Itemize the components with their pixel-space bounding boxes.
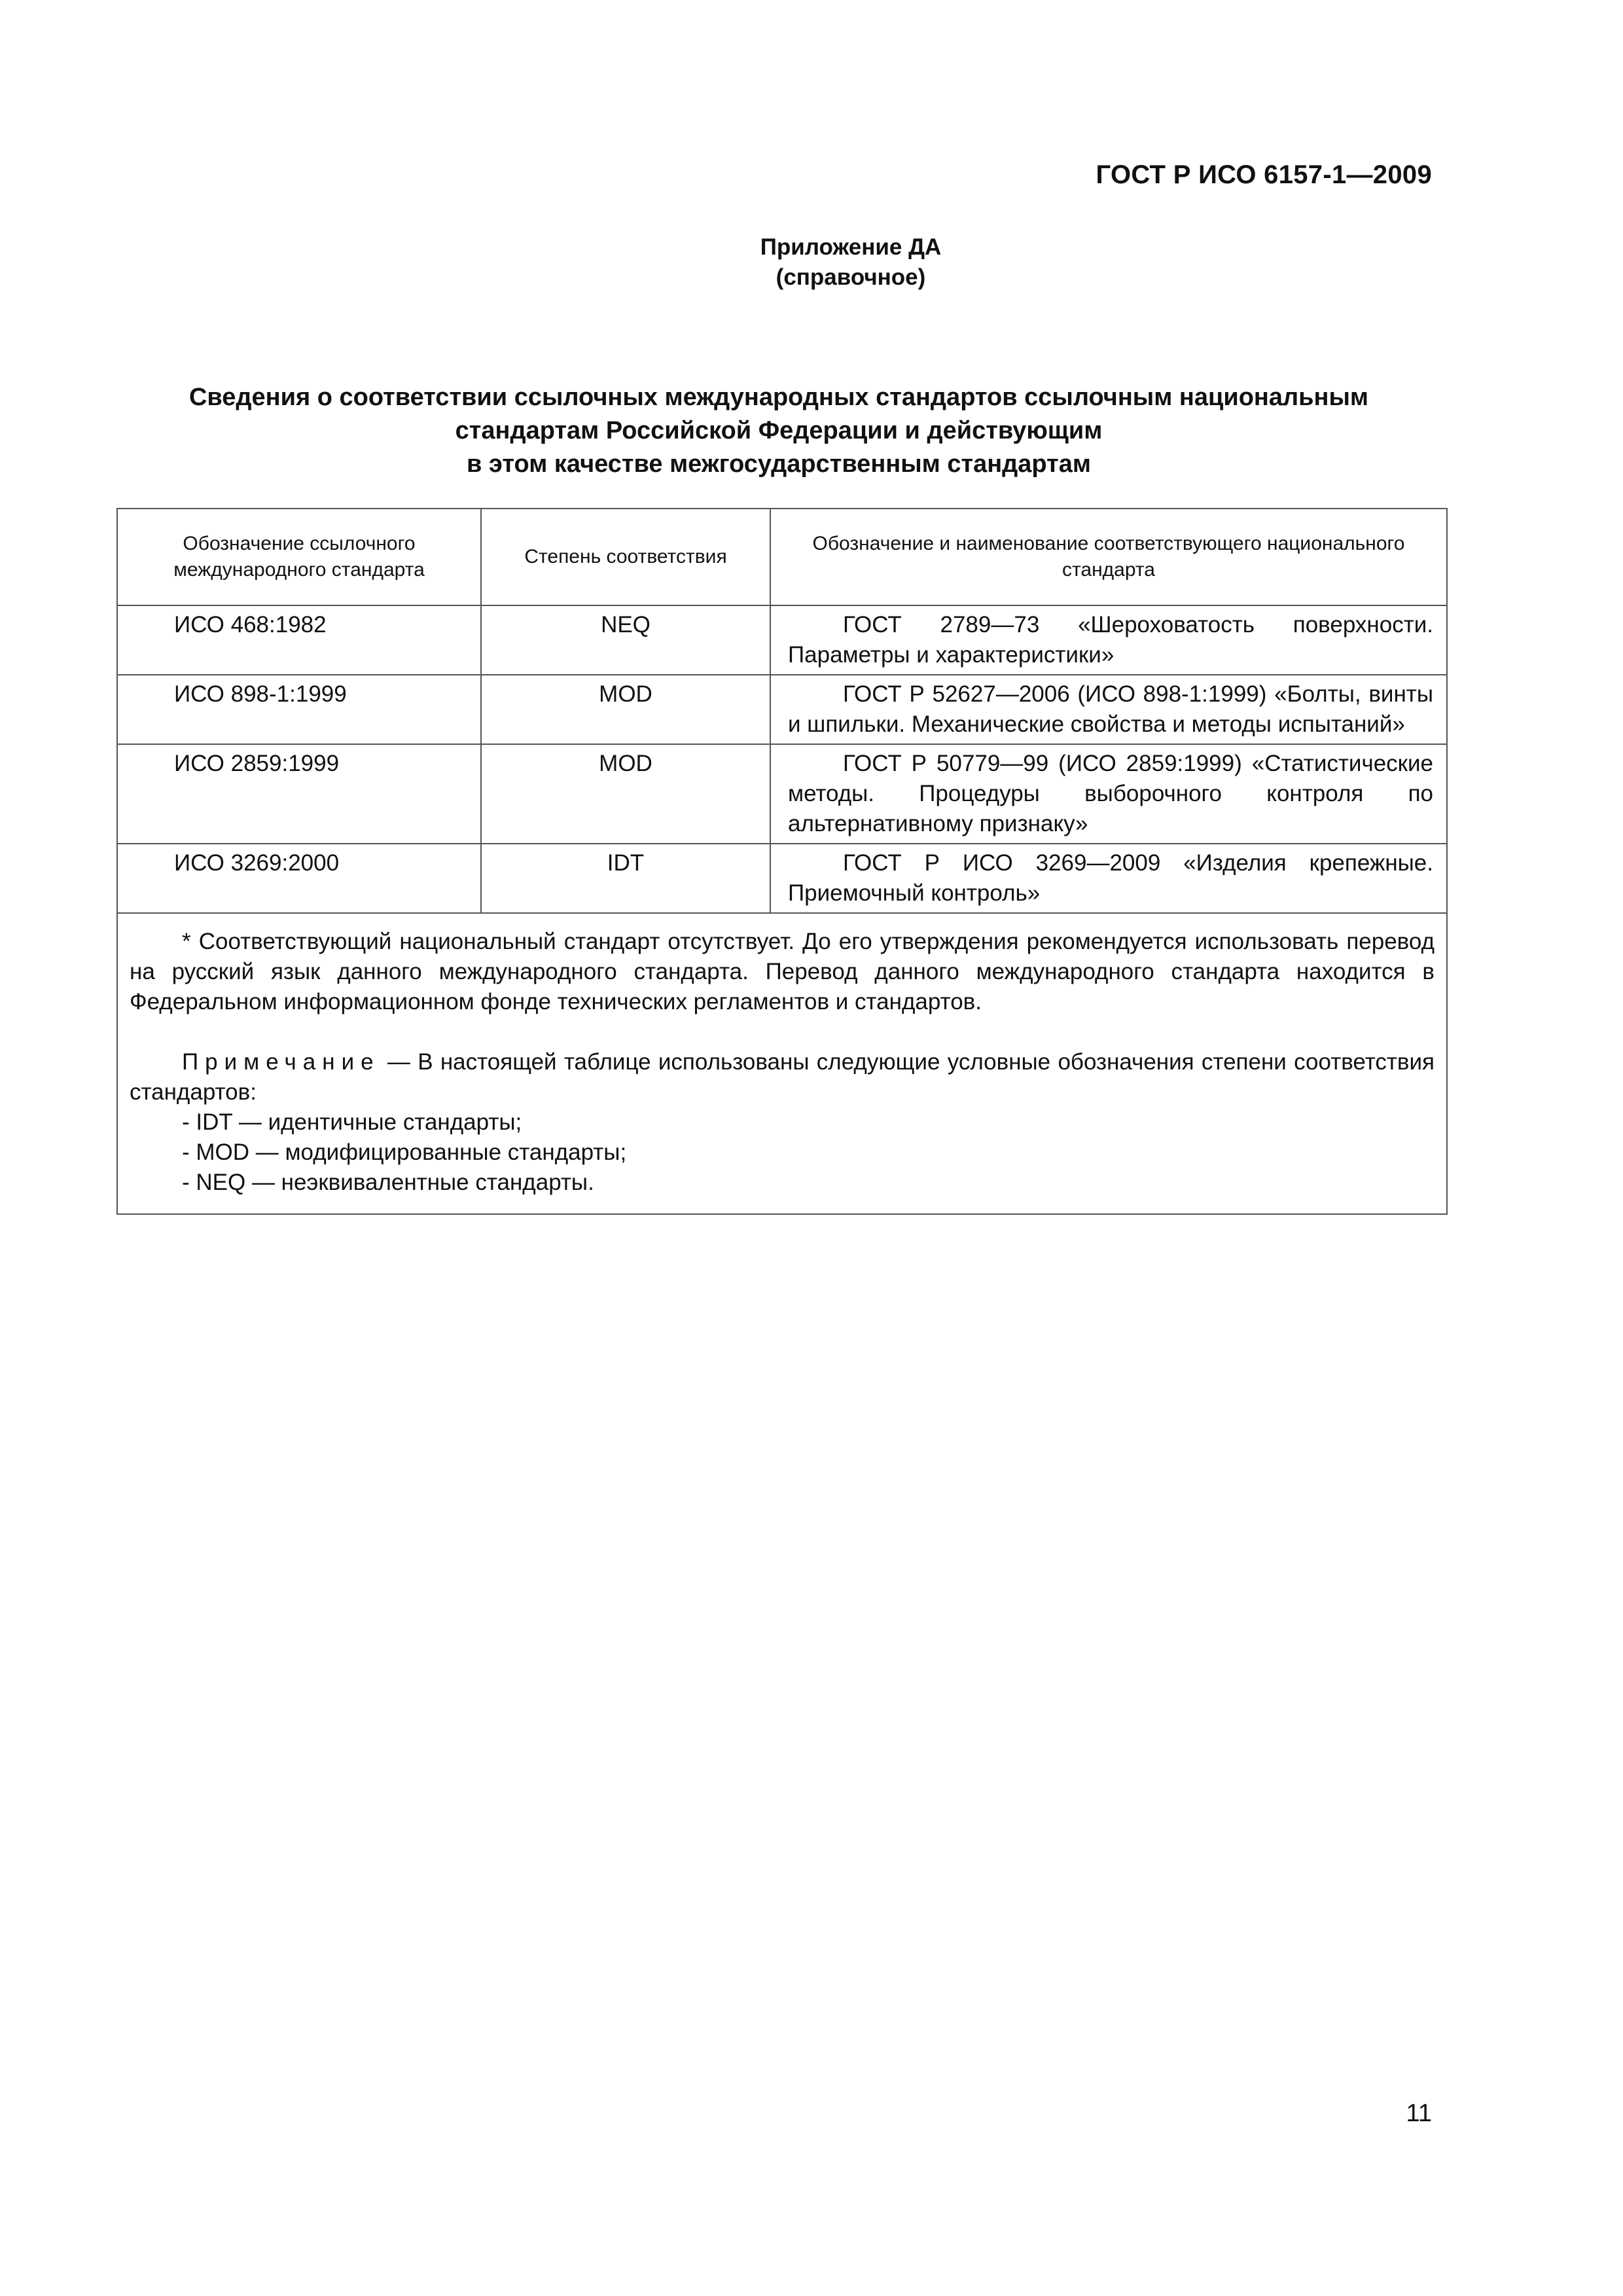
title-line: Сведения о соответствии ссылочных международных стандартов ссылочным национальным — [188, 384, 1369, 411]
legend-item: - IDT — идентичные стандарты; — [182, 1109, 522, 1135]
note-paragraph — [130, 1047, 1435, 1107]
legend-item: - MOD — модифицированные стандарты; — [182, 1139, 627, 1165]
table-row — [117, 744, 1447, 844]
footnote-cell — [117, 913, 1447, 1214]
table-header-row — [117, 509, 1447, 605]
intl-standard-cell: ИСО 898-1:1999 — [117, 675, 481, 744]
intl-standard-cell: ИСО 3269:2000 — [117, 844, 481, 913]
appendix-label: Приложение ДА — [760, 234, 942, 260]
intl-standard-cell: ИСО 468:1982 — [117, 605, 481, 675]
section-title — [118, 381, 1440, 481]
page-number: 11 — [1406, 2100, 1432, 2127]
intl-standard-cell: ИСО 2859:1999 — [117, 744, 481, 844]
table-footnote-row — [117, 913, 1447, 1214]
national-standard-cell: ГОСТ Р 52627—2006 (ИСО 898-1:1999) «Болты, винты и шпильки. Механические свойства и методы испытаний» — [770, 675, 1447, 744]
title-line: в этом качестве межгосударственным стандартам — [466, 450, 1091, 478]
table-row — [117, 605, 1447, 675]
table-row — [117, 844, 1447, 913]
legend-item: - NEQ — неэквивалентные стандарты. — [182, 1170, 594, 1195]
national-standard-cell: ГОСТ 2789—73 «Шероховатость поверхности. Параметры и характеристики» — [770, 605, 1447, 675]
table-row — [117, 675, 1447, 744]
degree-cell: MOD — [481, 744, 770, 844]
column-header: Обозначение и наименование соответствующего национального стандарта — [770, 509, 1447, 605]
note-text: — В настоящей таблице использованы следующие условные обозначения степени соответствия стандартов: — [130, 1049, 1435, 1105]
footnote-text: * Соответствующий национальный стандарт отсутствует. До его утверждения рекомендуется использовать перевод на русский язык данного международного стандарта. Перевод данного международного стандарта находится в Федеральном информационном фонде технических регламентов и стандартов. — [130, 929, 1435, 1014]
column-header: Обозначение ссылочного международного стандарта — [117, 509, 481, 605]
correspondence-table — [116, 508, 1448, 1215]
degree-cell: IDT — [481, 844, 770, 913]
degree-cell: MOD — [481, 675, 770, 744]
national-standard-cell: ГОСТ Р ИСО 3269—2009 «Изделия крепежные. Приемочный контроль» — [770, 844, 1447, 913]
note-label: Примечание — [182, 1049, 380, 1075]
degree-cell: NEQ — [481, 605, 770, 675]
column-header: Степень соответствия — [481, 509, 770, 605]
appendix-heading — [0, 232, 1623, 293]
appendix-type: (справочное) — [776, 264, 926, 290]
national-standard-cell: ГОСТ Р 50779—99 (ИСО 2859:1999) «Статистические методы. Процедуры выборочного контроля по альтернативному признаку» — [770, 744, 1447, 844]
document-code: ГОСТ Р ИСО 6157-1—2009 — [1096, 160, 1432, 189]
title-line: стандартам Российской Федерации и действующим — [455, 417, 1103, 444]
